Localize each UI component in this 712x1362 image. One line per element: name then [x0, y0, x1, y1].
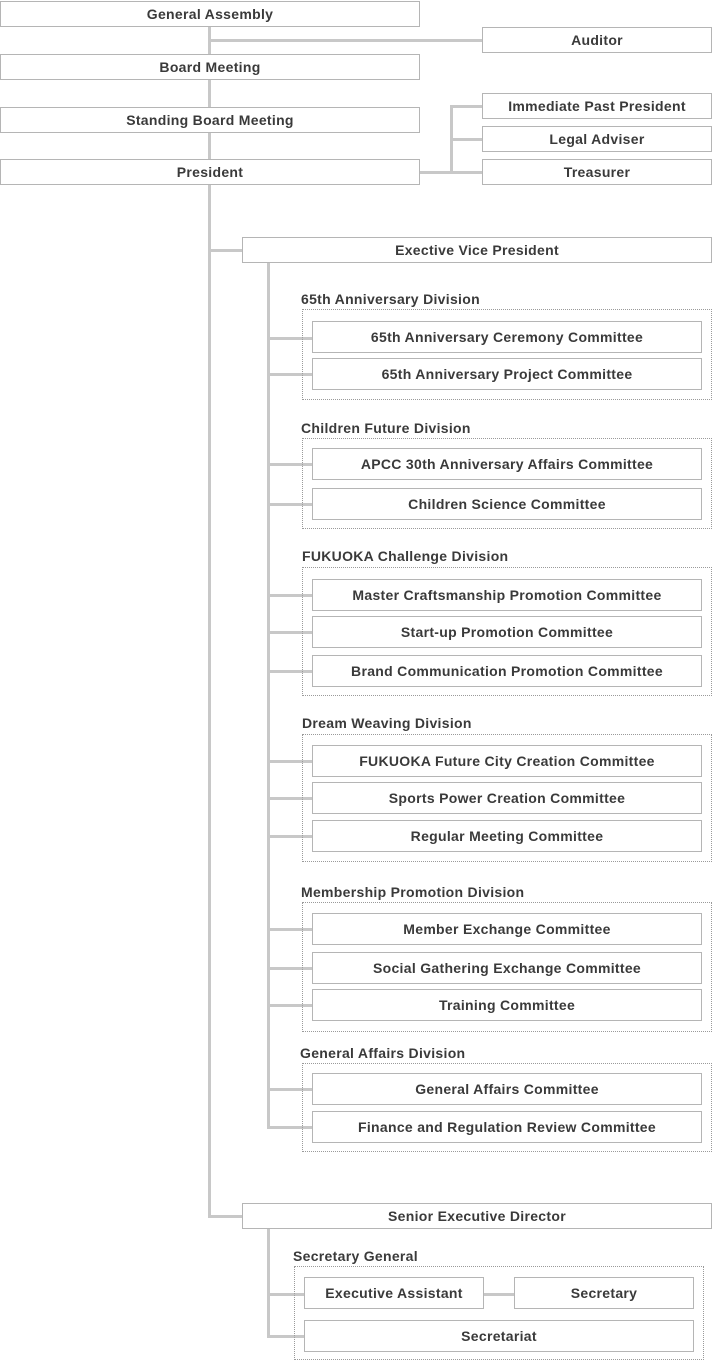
trunk-line-sed: [267, 1229, 270, 1337]
division-label: General Affairs Division: [300, 1045, 466, 1061]
sed-box: Senior Executive Director: [242, 1203, 712, 1229]
committee-box: Social Gathering Exchange Committee: [312, 952, 702, 984]
division-label: 65th Anniversary Division: [301, 291, 480, 307]
committee-box: FUKUOKA Future City Creation Committee: [312, 745, 702, 777]
secretary-general-label: Secretary General: [293, 1248, 418, 1264]
standing-board-meeting-box: Standing Board Meeting: [0, 107, 420, 133]
connector-evp: [208, 249, 243, 252]
auditor-box: Auditor: [482, 27, 712, 53]
connector-president-officers: [419, 171, 452, 174]
connector-past-president: [450, 105, 483, 108]
committee-box: Member Exchange Committee: [312, 913, 702, 945]
committee-box: Children Science Committee: [312, 488, 702, 520]
committee-box: Finance and Regulation Review Committee: [312, 1111, 702, 1143]
trunk-line-evp: [267, 263, 270, 1129]
trunk-line-main: [208, 26, 211, 1217]
legal-adviser-box: Legal Adviser: [482, 126, 712, 152]
evp-box: Exective Vice President: [242, 237, 712, 263]
committee-box: Training Committee: [312, 989, 702, 1021]
committee-box: Start-up Promotion Committee: [312, 616, 702, 648]
connector-sed: [208, 1215, 243, 1218]
committee-box: Brand Communication Promotion Committee: [312, 655, 702, 687]
secretariat-box: Secretariat: [304, 1320, 694, 1352]
executive-assistant-box: Executive Assistant: [304, 1277, 484, 1309]
connector-treasurer: [450, 171, 483, 174]
committee-box: General Affairs Committee: [312, 1073, 702, 1105]
connector-auditor: [208, 39, 483, 42]
division-label: Children Future Division: [301, 420, 471, 436]
immediate-past-president-box: Immediate Past President: [482, 93, 712, 119]
secretary-box: Secretary: [514, 1277, 694, 1309]
committee-box: Sports Power Creation Committee: [312, 782, 702, 814]
treasurer-box: Treasurer: [482, 159, 712, 185]
division-label: FUKUOKA Challenge Division: [302, 548, 509, 564]
committee-box: Regular Meeting Committee: [312, 820, 702, 852]
committee-box: APCC 30th Anniversary Affairs Committee: [312, 448, 702, 480]
division-label: Dream Weaving Division: [302, 715, 472, 731]
connector-legal-adviser: [450, 138, 483, 141]
general-assembly-box: General Assembly: [0, 1, 420, 27]
board-meeting-box: Board Meeting: [0, 54, 420, 80]
committee-box: Master Craftsmanship Promotion Committee: [312, 579, 702, 611]
committee-box: 65th Anniversary Project Committee: [312, 358, 702, 390]
division-label: Membership Promotion Division: [301, 884, 525, 900]
president-box: President: [0, 159, 420, 185]
committee-box: 65th Anniversary Ceremony Committee: [312, 321, 702, 353]
